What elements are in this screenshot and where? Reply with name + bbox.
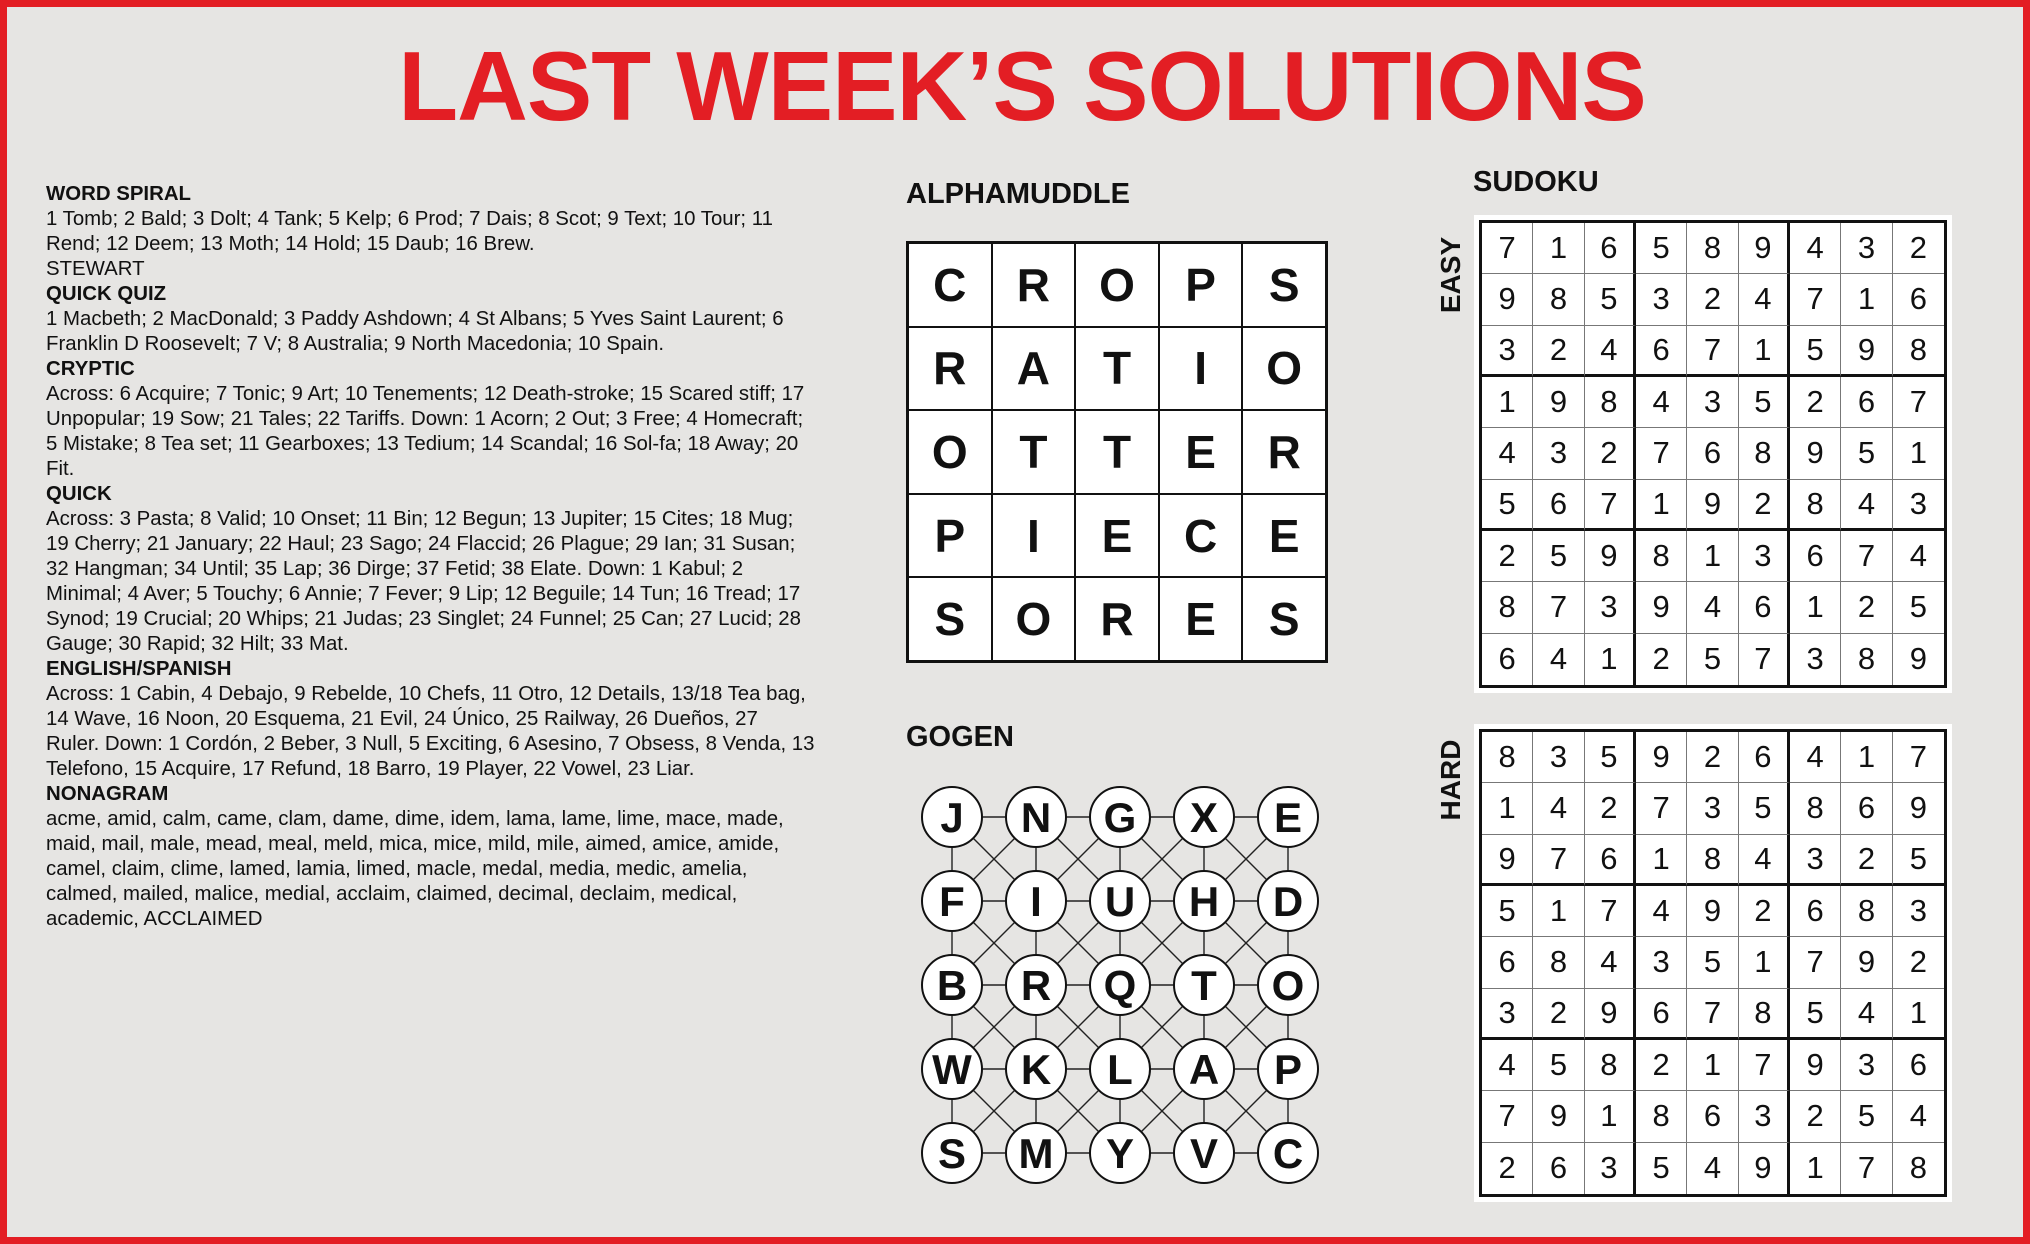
alphamuddle-cell: O: [992, 577, 1076, 661]
sudoku-cell: 1: [1841, 274, 1892, 325]
sudoku-cell: 1: [1790, 582, 1841, 633]
sudoku-cell: 7: [1533, 835, 1584, 886]
sudoku-cell: 9: [1585, 989, 1636, 1040]
sudoku-cell: 6: [1790, 531, 1841, 582]
gogen-letter: B: [936, 962, 968, 1009]
gogen-letter: J: [940, 794, 964, 841]
alphamuddle-cell: C: [1159, 494, 1243, 578]
alphamuddle-cell: O: [1242, 327, 1326, 411]
sudoku-cell: 3: [1893, 886, 1944, 937]
sudoku-cell: 1: [1533, 223, 1584, 274]
section-title: QUICK QUIZ: [46, 283, 167, 305]
sudoku-cell: 6: [1482, 937, 1533, 988]
sudoku-cell: 8: [1482, 732, 1533, 783]
sudoku-cell: 1: [1739, 937, 1790, 988]
sudoku-easy-label: EASY: [1435, 236, 1466, 314]
section-title: QUICK: [46, 483, 112, 505]
sudoku-cell: 1: [1585, 1091, 1636, 1142]
sudoku-cell: 6: [1687, 428, 1738, 479]
section-body: 1 Macbeth; 2 MacDonald; 3 Paddy Ashdown; 4 St Albans; 5 Yves Saint Laurent; 6 Franklin D Roosevelt; 7 V; 8 Australia; 9 North Macedonia; 10 Spain.: [46, 308, 784, 355]
sudoku-cell: 7: [1790, 937, 1841, 988]
sudoku-cell: 7: [1739, 634, 1790, 685]
gogen-grid: [912, 777, 1332, 1197]
sudoku-cell: 7: [1893, 377, 1944, 428]
sudoku-cell: 7: [1841, 531, 1892, 582]
sudoku-cell: 3: [1739, 1091, 1790, 1142]
sudoku-cell: 2: [1790, 377, 1841, 428]
sudoku-cell: 5: [1841, 428, 1892, 479]
sudoku-cell: 3: [1636, 274, 1687, 325]
sudoku-cell: 4: [1687, 582, 1738, 633]
sudoku-cell: 5: [1533, 531, 1584, 582]
section-body: Across: 3 Pasta; 8 Valid; 10 Onset; 11 Bin; 12 Begun; 13 Jupiter; 15 Cites; 18 Mug; 19 Cherry; 21 January; 22 Haul; 23 Sago; 24 Flaccid; 26 Plague; 29 Ian; 31 Susan; 32 Hangman; 34 Until; 35 Lap; 36 Dirge; 37 Fetid; 38 Elate. Down: 1 Kabul; 2 Minimal; 4 Aver; 5 Touchy; 6 Annie; 7 Fever; 9 Lip; 12 Beguile; 14 Tun; 16 Tread; 17 Synod; 19 Crucial; 20 Whips; 21 Judas; 23 Singlet; 24 Funnel; 25 Can; 27 Lucid; 28 Gauge; 30 Rapid; 32 Hilt; 33 Mat.: [46, 508, 801, 655]
gogen-letter: P: [1273, 1046, 1303, 1093]
gogen-letter: T: [1191, 962, 1217, 1009]
section-body: 1 Tomb; 2 Bald; 3 Dolt; 4 Tank; 5 Kelp; 6 Prod; 7 Dais; 8 Scot; 9 Text; 10 Tour; 11 Rend; 12 Deem; 13 Moth; 14 Hold; 15 Daub; 16 Brew.: [46, 208, 773, 255]
sudoku-cell: 3: [1841, 223, 1892, 274]
sudoku-cell: 3: [1739, 531, 1790, 582]
alphamuddle-cell: T: [992, 410, 1076, 494]
sudoku-cell: 4: [1482, 428, 1533, 479]
sudoku-cell: 3: [1687, 783, 1738, 834]
sudoku-cell: 6: [1687, 1091, 1738, 1142]
sudoku-cell: 7: [1636, 783, 1687, 834]
sudoku-hard: [1474, 724, 1952, 1202]
gogen-letter: U: [1104, 878, 1136, 925]
sudoku-cell: 9: [1841, 326, 1892, 377]
sudoku-cell: 4: [1790, 732, 1841, 783]
sudoku-cell: 8: [1533, 937, 1584, 988]
sudoku-cell: 5: [1533, 1040, 1584, 1091]
gogen-letter: E: [1273, 794, 1303, 841]
sudoku-cell: 2: [1585, 783, 1636, 834]
gogen-letter: V: [1189, 1130, 1219, 1177]
sudoku-cell: 7: [1585, 886, 1636, 937]
sudoku-cell: 7: [1533, 582, 1584, 633]
sudoku-cell: 1: [1739, 326, 1790, 377]
gogen-letter: M: [1018, 1130, 1054, 1177]
sudoku-cell: 5: [1739, 783, 1790, 834]
alphamuddle-title: ALPHAMUDDLE: [906, 178, 1130, 210]
sudoku-cell: 6: [1893, 1040, 1944, 1091]
gogen-title: GOGEN: [906, 721, 1014, 753]
sudoku-cell: 9: [1533, 1091, 1584, 1142]
alphamuddle-cell: R: [1242, 410, 1326, 494]
sudoku-cell: 5: [1636, 223, 1687, 274]
section-title: CRYPTIC: [46, 358, 135, 380]
sudoku-cell: 1: [1533, 886, 1584, 937]
sudoku-cell: 4: [1739, 274, 1790, 325]
alphamuddle-cell: S: [908, 577, 992, 661]
sudoku-cell: 8: [1636, 1091, 1687, 1142]
sudoku-cell: 8: [1585, 377, 1636, 428]
sudoku-cell: 2: [1687, 274, 1738, 325]
alphamuddle-cell: O: [908, 410, 992, 494]
sudoku-cell: 5: [1482, 480, 1533, 531]
sudoku-cell: 1: [1636, 480, 1687, 531]
sudoku-cell: 9: [1687, 886, 1738, 937]
sudoku-cell: 8: [1482, 582, 1533, 633]
sudoku-cell: 1: [1790, 1143, 1841, 1194]
alphamuddle-cell: R: [908, 327, 992, 411]
alphamuddle-cell: R: [992, 243, 1076, 327]
sudoku-cell: 5: [1482, 886, 1533, 937]
sudoku-cell: 1: [1482, 377, 1533, 428]
gogen-letter: H: [1188, 878, 1220, 925]
section-body: Across: 6 Acquire; 7 Tonic; 9 Art; 10 Tenements; 12 Death-stroke; 15 Scared stiff; 17 Unpopular; 19 Sow; 21 Tales; 22 Tariffs. Down: 1 Acorn; 2 Out; 3 Free; 4 Homecraft; 5 Mistake; 8 Tea set; 11 Gearboxes; 13 Tedium; 14 Scandal; 16 Sol-fa; 18 Away; 20 Fit.: [46, 383, 805, 480]
sudoku-cell: 5: [1841, 1091, 1892, 1142]
sudoku-cell: 4: [1841, 480, 1892, 531]
sudoku-cell: 9: [1585, 531, 1636, 582]
sudoku-cell: 8: [1739, 989, 1790, 1040]
sudoku-cell: 8: [1739, 428, 1790, 479]
sudoku-cell: 6: [1841, 783, 1892, 834]
gogen-letter: R: [1020, 962, 1052, 1009]
sudoku-cell: 6: [1482, 634, 1533, 685]
gogen-letter: C: [1272, 1130, 1304, 1177]
alphamuddle-cell: T: [1075, 327, 1159, 411]
sudoku-cell: 6: [1893, 274, 1944, 325]
page-title: LAST WEEK’S SOLUTIONS: [398, 31, 1646, 141]
sudoku-cell: 2: [1636, 634, 1687, 685]
sudoku-cell: 5: [1585, 274, 1636, 325]
sudoku-cell: 5: [1790, 326, 1841, 377]
sudoku-cell: 4: [1585, 326, 1636, 377]
alphamuddle-cell: E: [1159, 577, 1243, 661]
sudoku-cell: 2: [1482, 531, 1533, 582]
sudoku-cell: 4: [1841, 989, 1892, 1040]
sudoku-cell: 7: [1893, 732, 1944, 783]
sudoku-cell: 5: [1585, 732, 1636, 783]
sudoku-cell: 1: [1482, 783, 1533, 834]
sudoku-cell: 6: [1585, 835, 1636, 886]
sudoku-cell: 2: [1893, 937, 1944, 988]
sudoku-cell: 2: [1687, 732, 1738, 783]
gogen-letter: K: [1020, 1046, 1052, 1093]
sudoku-cell: 5: [1790, 989, 1841, 1040]
sudoku-cell: 6: [1636, 989, 1687, 1040]
sudoku-cell: 8: [1909, 1150, 1927, 1186]
sudoku-cell: 4: [1893, 531, 1944, 582]
gogen-letter: G: [1103, 794, 1137, 841]
sudoku-cell: 9: [1636, 582, 1687, 633]
sudoku-cell: 9: [1533, 377, 1584, 428]
gogen-letter: S: [937, 1130, 967, 1177]
sudoku-cell: 2: [1790, 1091, 1841, 1142]
sudoku-cell: 8: [1533, 274, 1584, 325]
gogen-letter: O: [1271, 962, 1305, 1009]
sudoku-cell: 9: [1790, 428, 1841, 479]
sudoku-cell: 7: [1687, 989, 1738, 1040]
sudoku-cell: 9: [1739, 1143, 1790, 1194]
sudoku-cell: 3: [1636, 937, 1687, 988]
section-body: acme, amid, calm, came, clam, dame, dime, idem, lama, lame, lime, mace, made, maid, mail, male, mead, meal, meld, mica, mice, mild, mile, aimed, amice, amide, camel, claim, clime, lamed, lamia, limed, macle, medal, media, medic, amelia, calmed, mailed, malice, medial, acclaim, claimed, decimal, declaim, medical, academic, ACCLAIMED: [46, 808, 784, 930]
alphamuddle-cell: S: [1242, 243, 1326, 327]
sudoku-cell: 8: [1585, 1040, 1636, 1091]
sudoku-cell: 8: [1636, 531, 1687, 582]
sudoku-hard-label: HARD: [1435, 739, 1466, 821]
sudoku-cell: 3: [1841, 1040, 1892, 1091]
sudoku-cell: 4: [1585, 937, 1636, 988]
sudoku-cell: 7: [1841, 1143, 1892, 1194]
sudoku-hard-grid: [1479, 729, 1947, 1197]
sudoku-cell: 8: [1790, 480, 1841, 531]
sudoku-cell: 3: [1790, 634, 1841, 685]
sudoku-cell: 4: [1790, 223, 1841, 274]
alphamuddle-cell: A: [992, 327, 1076, 411]
sudoku-cell: 4: [1482, 1040, 1533, 1091]
sudoku-cell: 9: [1841, 937, 1892, 988]
sudoku-cell: 3: [1482, 326, 1533, 377]
alphamuddle-cell: T: [1075, 410, 1159, 494]
alphamuddle-cell: I: [992, 494, 1076, 578]
sudoku-cell: 1: [1841, 732, 1892, 783]
sudoku-cell: 5: [1687, 937, 1738, 988]
gogen-letter: D: [1272, 878, 1304, 925]
sudoku-cell: 2: [1739, 886, 1790, 937]
sudoku-cell: 7: [1482, 1091, 1533, 1142]
sudoku-cell: 7: [1687, 326, 1738, 377]
sudoku-cell: 5: [1893, 835, 1944, 886]
sudoku-easy: [1474, 215, 1952, 693]
section-title: ENGLISH/SPANISH: [46, 658, 232, 680]
sudoku-cell: 2: [1841, 835, 1892, 886]
sudoku-cell: 7: [1739, 1040, 1790, 1091]
sudoku-cell: 2: [1893, 223, 1944, 274]
sudoku-cell: 1: [1687, 1040, 1738, 1091]
sudoku-cell: 8: [1687, 835, 1738, 886]
sudoku-cell: 7: [1482, 223, 1533, 274]
sudoku-cell: 6: [1790, 886, 1841, 937]
section-body: Across: 1 Cabin, 4 Debajo, 9 Rebelde, 10 Chefs, 11 Otro, 12 Details, 13/18 Tea bag, 14 Wave, 16 Noon, 20 Esquema, 21 Evil, 24 Único, 25 Railway, 26 Dueños, 27 Ruler. Down: 1 Cordón, 2 Beber, 3 Null, 5 Exciting, 6 Asesino, 7 Obsess, 8 Venda, 13 Telefono, 15 Acquire, 17 Refund, 18 Barro, 19 Player, 22 Vowel, 23 Liar.: [46, 683, 815, 780]
sudoku-cell: 4: [1687, 1143, 1738, 1194]
gogen-letter: X: [1189, 794, 1219, 841]
sudoku-cell: 9: [1636, 732, 1687, 783]
section-title: NONAGRAM: [46, 783, 169, 805]
sudoku-cell: 4: [1636, 886, 1687, 937]
alphamuddle-cell: P: [908, 494, 992, 578]
sudoku-cell: 9: [1739, 223, 1790, 274]
gogen-letter: Q: [1103, 962, 1137, 1009]
sudoku-cell: 5: [1893, 582, 1944, 633]
sudoku-cell: 6: [1841, 377, 1892, 428]
sudoku-cell: 5: [1636, 1143, 1687, 1194]
sudoku-cell: 1: [1585, 634, 1636, 685]
alphamuddle-cell: I: [1159, 327, 1243, 411]
gogen-letter: W: [932, 1046, 972, 1093]
sudoku-cell: 5: [1687, 634, 1738, 685]
sudoku-cell: 3: [1482, 989, 1533, 1040]
sudoku-cell: 9: [1482, 274, 1533, 325]
alphamuddle-cell: C: [908, 243, 992, 327]
sudoku-cell: 2: [1482, 1143, 1533, 1194]
sudoku-cell: 8: [1687, 223, 1738, 274]
sudoku-cell: 3: [1585, 582, 1636, 633]
sudoku-cell: 7: [1636, 428, 1687, 479]
sudoku-cell: 6: [1533, 480, 1584, 531]
gogen-letter: N: [1020, 794, 1052, 841]
section-extra: STEWART: [46, 258, 145, 280]
gogen-letter: A: [1188, 1046, 1220, 1093]
sudoku-cell: 8: [1841, 634, 1892, 685]
sudoku-cell: 7: [1585, 480, 1636, 531]
gogen-letter: L: [1107, 1046, 1133, 1093]
alphamuddle-cell: O: [1075, 243, 1159, 327]
sudoku-easy-grid: [1479, 220, 1947, 688]
sudoku-cell: 3: [1533, 732, 1584, 783]
alphamuddle-grid: [906, 241, 1328, 663]
sudoku-cell: 4: [1893, 1091, 1944, 1142]
sudoku-cell: 2: [1636, 1040, 1687, 1091]
alphamuddle-cell: E: [1075, 494, 1159, 578]
alphamuddle-cell: E: [1242, 494, 1326, 578]
sudoku-cell: 4: [1739, 835, 1790, 886]
alphamuddle-cell: E: [1159, 410, 1243, 494]
sudoku-cell: 2: [1739, 480, 1790, 531]
sudoku-cell: 2: [1841, 582, 1892, 633]
sudoku-cell: 6: [1739, 582, 1790, 633]
sudoku-cell: 4: [1533, 783, 1584, 834]
sudoku-cell: 1: [1893, 989, 1944, 1040]
sudoku-cell: 9: [1893, 783, 1944, 834]
sudoku-title: SUDOKU: [1473, 166, 1599, 198]
sudoku-cell: 6: [1533, 1143, 1584, 1194]
sudoku-cell: 8: [1841, 886, 1892, 937]
sudoku-cell: 8: [1790, 783, 1841, 834]
gogen-letter: F: [939, 878, 965, 925]
sudoku-cell: 6: [1739, 732, 1790, 783]
alphamuddle-cell: P: [1159, 243, 1243, 327]
sudoku-cell: 3: [1790, 835, 1841, 886]
sudoku-cell: 6: [1585, 223, 1636, 274]
sudoku-cell: 9: [1790, 1040, 1841, 1091]
sudoku-cell: 1: [1893, 428, 1944, 479]
sudoku-cell: 2: [1533, 326, 1584, 377]
sudoku-cell: 2: [1585, 428, 1636, 479]
sudoku-cell: 6: [1636, 326, 1687, 377]
sudoku-cell: 5: [1739, 377, 1790, 428]
sudoku-cell: 4: [1636, 377, 1687, 428]
sudoku-cell: 1: [1687, 531, 1738, 582]
sudoku-cell: 3: [1585, 1143, 1636, 1194]
sudoku-cell: 3: [1893, 480, 1944, 531]
sudoku-cell: 9: [1482, 835, 1533, 886]
section-title: WORD SPIRAL: [46, 183, 191, 205]
sudoku-cell: 3: [1533, 428, 1584, 479]
sudoku-cell: 9: [1909, 641, 1927, 677]
sudoku-cell: 1: [1636, 835, 1687, 886]
sudoku-cell: 7: [1790, 274, 1841, 325]
sudoku-cell: 2: [1533, 989, 1584, 1040]
answers-column: [46, 182, 816, 932]
sudoku-cell: 9: [1687, 480, 1738, 531]
alphamuddle-cell: S: [1242, 577, 1326, 661]
gogen-letter: Y: [1105, 1130, 1135, 1177]
sudoku-cell: 4: [1533, 634, 1584, 685]
gogen-letter: I: [1030, 878, 1042, 925]
alphamuddle-cell: R: [1075, 577, 1159, 661]
sudoku-cell: 3: [1687, 377, 1738, 428]
sudoku-cell: 8: [1893, 326, 1944, 377]
